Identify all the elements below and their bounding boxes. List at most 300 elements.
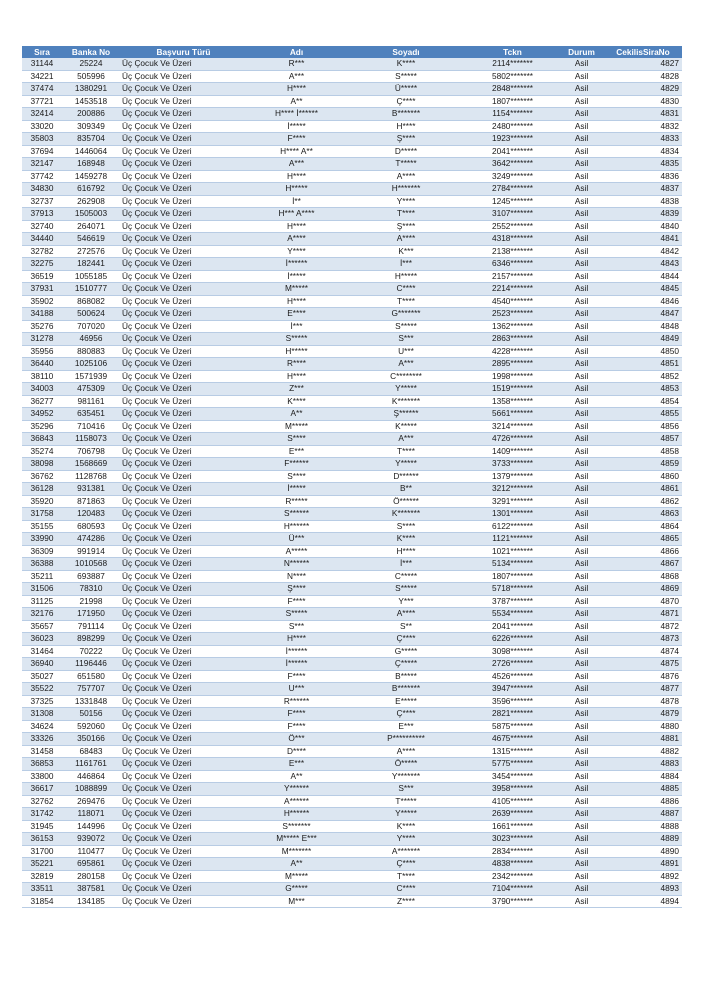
banka-no-cell: 791114	[62, 620, 120, 633]
basvuru-turu-cell: Üç Çocuk Ve Üzeri	[120, 133, 247, 146]
cekilis-sira-no-cell: 4832	[604, 120, 682, 133]
tckn-cell: 4105*******	[466, 795, 559, 808]
soyadi-cell: P**********	[346, 733, 466, 746]
sira-cell: 32762	[22, 795, 62, 808]
soyadi-cell: K****	[346, 58, 466, 70]
soyadi-cell: Ö*****	[346, 758, 466, 771]
soyadi-cell: S*****	[346, 320, 466, 333]
adi-cell: S*****	[247, 333, 346, 346]
cekilis-sira-no-cell: 4867	[604, 558, 682, 571]
table-row	[22, 745, 682, 758]
cekilis-sira-no-cell: 4857	[604, 433, 682, 446]
basvuru-turu-cell: Üç Çocuk Ve Üzeri	[120, 245, 247, 258]
soyadi-cell: İ***	[346, 258, 466, 271]
sira-cell: 38098	[22, 458, 62, 471]
header-sira: Sıra	[22, 46, 62, 58]
tckn-cell: 1021*******	[466, 545, 559, 558]
tckn-cell: 2784*******	[466, 183, 559, 196]
table-row	[22, 145, 682, 158]
adi-cell: F****	[247, 670, 346, 683]
sira-cell: 35803	[22, 133, 62, 146]
basvuru-turu-cell: Üç Çocuk Ve Üzeri	[120, 658, 247, 671]
durum-cell: Asil	[559, 645, 604, 658]
tckn-cell: 4228*******	[466, 345, 559, 358]
cekilis-sira-no-cell: 4856	[604, 420, 682, 433]
adi-cell: H******	[247, 808, 346, 821]
durum-cell: Asil	[559, 883, 604, 896]
durum-cell: Asil	[559, 545, 604, 558]
durum-cell: Asil	[559, 558, 604, 571]
table-row	[22, 520, 682, 533]
table-row	[22, 633, 682, 646]
durum-cell: Asil	[559, 83, 604, 96]
adi-cell: İ*****	[247, 270, 346, 283]
durum-cell: Asil	[559, 845, 604, 858]
tckn-cell: 6122*******	[466, 520, 559, 533]
table-row	[22, 808, 682, 821]
basvuru-turu-cell: Üç Çocuk Ve Üzeri	[120, 558, 247, 571]
adi-cell: H****	[247, 83, 346, 96]
sira-cell: 31854	[22, 895, 62, 908]
adi-cell: K****	[247, 395, 346, 408]
cekilis-sira-no-cell: 4884	[604, 770, 682, 783]
table-row	[22, 645, 682, 658]
soyadi-cell: A****	[346, 745, 466, 758]
adi-cell: A**	[247, 770, 346, 783]
durum-cell: Asil	[559, 570, 604, 583]
durum-cell: Asil	[559, 220, 604, 233]
durum-cell: Asil	[559, 283, 604, 296]
tckn-cell: 4540*******	[466, 295, 559, 308]
cekilis-sira-no-cell: 4876	[604, 670, 682, 683]
table-row	[22, 583, 682, 596]
sira-cell: 31278	[22, 333, 62, 346]
soyadi-cell: E*****	[346, 695, 466, 708]
tckn-cell: 2639*******	[466, 808, 559, 821]
banka-no-cell: 118071	[62, 808, 120, 821]
basvuru-turu-cell: Üç Çocuk Ve Üzeri	[120, 433, 247, 446]
header-durum: Durum	[559, 46, 604, 58]
sira-cell: 32782	[22, 245, 62, 258]
cekilis-sira-no-cell: 4868	[604, 570, 682, 583]
banka-no-cell: 1446064	[62, 145, 120, 158]
cekilis-sira-no-cell: 4890	[604, 845, 682, 858]
banka-no-cell: 387581	[62, 883, 120, 896]
basvuru-turu-cell: Üç Çocuk Ve Üzeri	[120, 545, 247, 558]
sira-cell: 37325	[22, 695, 62, 708]
sira-cell: 31506	[22, 583, 62, 596]
basvuru-turu-cell: Üç Çocuk Ve Üzeri	[120, 58, 247, 70]
cekilis-sira-no-cell: 4848	[604, 320, 682, 333]
banka-no-cell: 898299	[62, 633, 120, 646]
table-row	[22, 683, 682, 696]
table-row	[22, 83, 682, 96]
soyadi-cell: K****	[346, 533, 466, 546]
sira-cell: 31945	[22, 820, 62, 833]
durum-cell: Asil	[559, 670, 604, 683]
cekilis-sira-no-cell: 4894	[604, 895, 682, 908]
sira-cell: 35956	[22, 345, 62, 358]
adi-cell: Ş****	[247, 583, 346, 596]
tckn-cell: 2041*******	[466, 145, 559, 158]
basvuru-turu-cell: Üç Çocuk Ve Üzeri	[120, 220, 247, 233]
banka-no-cell: 134185	[62, 895, 120, 908]
adi-cell: U***	[247, 683, 346, 696]
cekilis-sira-no-cell: 4874	[604, 645, 682, 658]
table-row	[22, 170, 682, 183]
banka-no-cell: 616792	[62, 183, 120, 196]
table-row	[22, 70, 682, 83]
cekilis-sira-no-cell: 4893	[604, 883, 682, 896]
basvuru-turu-cell: Üç Çocuk Ve Üzeri	[120, 295, 247, 308]
table-row	[22, 220, 682, 233]
sira-cell: 31700	[22, 845, 62, 858]
sira-cell: 34624	[22, 720, 62, 733]
durum-cell: Asil	[559, 633, 604, 646]
banka-no-cell: 1331848	[62, 695, 120, 708]
durum-cell: Asil	[559, 858, 604, 871]
durum-cell: Asil	[559, 695, 604, 708]
banka-no-cell: 500624	[62, 308, 120, 321]
sira-cell: 34440	[22, 233, 62, 246]
sira-cell: 33800	[22, 770, 62, 783]
sira-cell: 36023	[22, 633, 62, 646]
basvuru-turu-cell: Üç Çocuk Ve Üzeri	[120, 420, 247, 433]
sira-cell: 36853	[22, 758, 62, 771]
soyadi-cell: Ç****	[346, 858, 466, 871]
table-row	[22, 883, 682, 896]
durum-cell: Asil	[559, 658, 604, 671]
basvuru-turu-cell: Üç Çocuk Ve Üzeri	[120, 445, 247, 458]
table-row	[22, 595, 682, 608]
adi-cell: İ**	[247, 195, 346, 208]
durum-cell: Asil	[559, 495, 604, 508]
cekilis-sira-no-cell: 4834	[604, 145, 682, 158]
soyadi-cell: K*****	[346, 420, 466, 433]
adi-cell: M***	[247, 895, 346, 908]
durum-cell: Asil	[559, 145, 604, 158]
tckn-cell: 3212*******	[466, 483, 559, 496]
durum-cell: Asil	[559, 720, 604, 733]
basvuru-turu-cell: Üç Çocuk Ve Üzeri	[120, 683, 247, 696]
soyadi-cell: S***	[346, 333, 466, 346]
banka-no-cell: 264071	[62, 220, 120, 233]
adi-cell: E***	[247, 445, 346, 458]
table-row	[22, 333, 682, 346]
tckn-cell: 3596*******	[466, 695, 559, 708]
banka-no-cell: 262908	[62, 195, 120, 208]
adi-cell: H****	[247, 633, 346, 646]
basvuru-turu-cell: Üç Çocuk Ve Üzeri	[120, 670, 247, 683]
header-tckn: Tckn	[466, 46, 559, 58]
cekilis-sira-no-cell: 4879	[604, 708, 682, 721]
soyadi-cell: T****	[346, 208, 466, 221]
adi-cell: İ******	[247, 658, 346, 671]
banka-no-cell: 505996	[62, 70, 120, 83]
adi-cell: M*******	[247, 845, 346, 858]
tckn-cell: 2863*******	[466, 333, 559, 346]
banka-no-cell: 757707	[62, 683, 120, 696]
basvuru-turu-cell: Üç Çocuk Ve Üzeri	[120, 858, 247, 871]
sira-cell: 31308	[22, 708, 62, 721]
basvuru-turu-cell: Üç Çocuk Ve Üzeri	[120, 183, 247, 196]
sira-cell: 31464	[22, 645, 62, 658]
banka-no-cell: 446864	[62, 770, 120, 783]
cekilis-sira-no-cell: 4883	[604, 758, 682, 771]
sira-cell: 36277	[22, 395, 62, 408]
banka-no-cell: 981161	[62, 395, 120, 408]
durum-cell: Asil	[559, 895, 604, 908]
banka-no-cell: 475309	[62, 383, 120, 396]
sira-cell: 36309	[22, 545, 62, 558]
sira-cell: 35274	[22, 445, 62, 458]
banka-no-cell: 269476	[62, 795, 120, 808]
banka-no-cell: 1010568	[62, 558, 120, 571]
table-row	[22, 108, 682, 121]
adi-cell: H****	[247, 370, 346, 383]
tckn-cell: 5718*******	[466, 583, 559, 596]
durum-cell: Asil	[559, 583, 604, 596]
adi-cell: R****	[247, 358, 346, 371]
durum-cell: Asil	[559, 170, 604, 183]
basvuru-turu-cell: Üç Çocuk Ve Üzeri	[120, 333, 247, 346]
adi-cell: İ******	[247, 645, 346, 658]
tckn-cell: 5534*******	[466, 608, 559, 621]
basvuru-turu-cell: Üç Çocuk Ve Üzeri	[120, 83, 247, 96]
durum-cell: Asil	[559, 708, 604, 721]
basvuru-turu-cell: Üç Çocuk Ve Üzeri	[120, 570, 247, 583]
tckn-cell: 1362*******	[466, 320, 559, 333]
sira-cell: 33020	[22, 120, 62, 133]
tckn-cell: 2114*******	[466, 58, 559, 70]
cekilis-sira-no-cell: 4864	[604, 520, 682, 533]
adi-cell: İ******	[247, 258, 346, 271]
banka-no-cell: 474286	[62, 533, 120, 546]
tckn-cell: 1245*******	[466, 195, 559, 208]
basvuru-turu-cell: Üç Çocuk Ve Üzeri	[120, 283, 247, 296]
sira-cell: 31125	[22, 595, 62, 608]
banka-no-cell: 70222	[62, 645, 120, 658]
soyadi-cell: B*******	[346, 683, 466, 696]
soyadi-cell: A***	[346, 433, 466, 446]
basvuru-turu-cell: Üç Çocuk Ve Üzeri	[120, 170, 247, 183]
soyadi-cell: C*****	[346, 570, 466, 583]
sira-cell: 35155	[22, 520, 62, 533]
sira-cell: 36153	[22, 833, 62, 846]
durum-cell: Asil	[559, 483, 604, 496]
header-cekilis-sira-no: CekilisSiraNo	[604, 46, 682, 58]
table-row	[22, 270, 682, 283]
cekilis-sira-no-cell: 4885	[604, 783, 682, 796]
soyadi-cell: İ***	[346, 558, 466, 571]
adi-cell: D****	[247, 745, 346, 758]
tckn-cell: 2157*******	[466, 270, 559, 283]
durum-cell: Asil	[559, 208, 604, 221]
soyadi-cell: Y*****	[346, 458, 466, 471]
adi-cell: A**	[247, 858, 346, 871]
sira-cell: 32740	[22, 220, 62, 233]
basvuru-turu-cell: Üç Çocuk Ve Üzeri	[120, 320, 247, 333]
basvuru-turu-cell: Üç Çocuk Ve Üzeri	[120, 795, 247, 808]
tckn-cell: 2523*******	[466, 308, 559, 321]
tckn-cell: 2214*******	[466, 283, 559, 296]
adi-cell: Ö***	[247, 733, 346, 746]
cekilis-sira-no-cell: 4827	[604, 58, 682, 70]
adi-cell: S*******	[247, 820, 346, 833]
sira-cell: 33511	[22, 883, 62, 896]
banka-no-cell: 200886	[62, 108, 120, 121]
tckn-cell: 7104*******	[466, 883, 559, 896]
cekilis-sira-no-cell: 4835	[604, 158, 682, 171]
tckn-cell: 2552*******	[466, 220, 559, 233]
soyadi-cell: Ö******	[346, 495, 466, 508]
sira-cell: 36388	[22, 558, 62, 571]
sira-cell: 32147	[22, 158, 62, 171]
table-row	[22, 208, 682, 221]
durum-cell: Asil	[559, 358, 604, 371]
durum-cell: Asil	[559, 470, 604, 483]
soyadi-cell: C********	[346, 370, 466, 383]
sira-cell: 35221	[22, 858, 62, 871]
tckn-cell: 3790*******	[466, 895, 559, 908]
durum-cell: Asil	[559, 345, 604, 358]
soyadi-cell: C****	[346, 283, 466, 296]
tckn-cell: 3214*******	[466, 420, 559, 433]
sira-cell: 34188	[22, 308, 62, 321]
basvuru-turu-cell: Üç Çocuk Ve Üzeri	[120, 870, 247, 883]
table-row	[22, 308, 682, 321]
adi-cell: A**	[247, 95, 346, 108]
adi-cell: S******	[247, 508, 346, 521]
adi-cell: A***	[247, 158, 346, 171]
soyadi-cell: S*****	[346, 583, 466, 596]
adi-cell: H**** A**	[247, 145, 346, 158]
adi-cell: Z***	[247, 383, 346, 396]
durum-cell: Asil	[559, 183, 604, 196]
cekilis-sira-no-cell: 4878	[604, 695, 682, 708]
durum-cell: Asil	[559, 295, 604, 308]
table-row	[22, 770, 682, 783]
cekilis-sira-no-cell: 4892	[604, 870, 682, 883]
soyadi-cell: Y*****	[346, 383, 466, 396]
table-row	[22, 795, 682, 808]
sira-cell: 34221	[22, 70, 62, 83]
cekilis-sira-no-cell: 4855	[604, 408, 682, 421]
tckn-cell: 1998*******	[466, 370, 559, 383]
durum-cell: Asil	[559, 745, 604, 758]
durum-cell: Asil	[559, 820, 604, 833]
cekilis-sira-no-cell: 4840	[604, 220, 682, 233]
cekilis-sira-no-cell: 4850	[604, 345, 682, 358]
basvuru-turu-cell: Üç Çocuk Ve Üzeri	[120, 720, 247, 733]
tckn-cell: 5802*******	[466, 70, 559, 83]
tckn-cell: 5134*******	[466, 558, 559, 571]
banka-no-cell: 1453518	[62, 95, 120, 108]
durum-cell: Asil	[559, 158, 604, 171]
sira-cell: 37694	[22, 145, 62, 158]
table-row	[22, 695, 682, 708]
basvuru-turu-cell: Üç Çocuk Ve Üzeri	[120, 158, 247, 171]
results-table	[22, 46, 682, 908]
durum-cell: Asil	[559, 58, 604, 70]
basvuru-turu-cell: Üç Çocuk Ve Üzeri	[120, 383, 247, 396]
banka-no-cell: 1510777	[62, 283, 120, 296]
soyadi-cell: K***	[346, 245, 466, 258]
adi-cell: H**** İ******	[247, 108, 346, 121]
sira-cell: 36519	[22, 270, 62, 283]
soyadi-cell: C****	[346, 883, 466, 896]
tckn-cell: 5775*******	[466, 758, 559, 771]
tckn-cell: 1315*******	[466, 745, 559, 758]
soyadi-cell: Ş****	[346, 133, 466, 146]
soyadi-cell: Y*****	[346, 808, 466, 821]
cekilis-sira-no-cell: 4882	[604, 745, 682, 758]
cekilis-sira-no-cell: 4853	[604, 383, 682, 396]
soyadi-cell: B**	[346, 483, 466, 496]
durum-cell: Asil	[559, 195, 604, 208]
tckn-cell: 3249*******	[466, 170, 559, 183]
cekilis-sira-no-cell: 4841	[604, 233, 682, 246]
banka-no-cell: 680593	[62, 520, 120, 533]
soyadi-cell: A*******	[346, 845, 466, 858]
durum-cell: Asil	[559, 95, 604, 108]
cekilis-sira-no-cell: 4891	[604, 858, 682, 871]
table-row	[22, 758, 682, 771]
table-row	[22, 395, 682, 408]
banka-no-cell: 50156	[62, 708, 120, 721]
tckn-cell: 1519*******	[466, 383, 559, 396]
tckn-cell: 2834*******	[466, 845, 559, 858]
adi-cell: Y******	[247, 783, 346, 796]
cekilis-sira-no-cell: 4854	[604, 395, 682, 408]
table-row	[22, 370, 682, 383]
basvuru-turu-cell: Üç Çocuk Ve Üzeri	[120, 583, 247, 596]
cekilis-sira-no-cell: 4833	[604, 133, 682, 146]
soyadi-cell: U***	[346, 345, 466, 358]
adi-cell: S*****	[247, 608, 346, 621]
durum-cell: Asil	[559, 420, 604, 433]
soyadi-cell: D*****	[346, 145, 466, 158]
durum-cell: Asil	[559, 120, 604, 133]
durum-cell: Asil	[559, 445, 604, 458]
sira-cell: 31742	[22, 808, 62, 821]
banka-no-cell: 120483	[62, 508, 120, 521]
sira-cell: 36617	[22, 783, 62, 796]
table-row	[22, 508, 682, 521]
basvuru-turu-cell: Üç Çocuk Ve Üzeri	[120, 358, 247, 371]
adi-cell: M*****	[247, 870, 346, 883]
cekilis-sira-no-cell: 4828	[604, 70, 682, 83]
soyadi-cell: D******	[346, 470, 466, 483]
banka-no-cell: 280158	[62, 870, 120, 883]
soyadi-cell: H****	[346, 545, 466, 558]
soyadi-cell: T****	[346, 870, 466, 883]
cekilis-sira-no-cell: 4830	[604, 95, 682, 108]
table-row	[22, 195, 682, 208]
banka-no-cell: 835704	[62, 133, 120, 146]
basvuru-turu-cell: Üç Çocuk Ve Üzeri	[120, 770, 247, 783]
tckn-cell: 4726*******	[466, 433, 559, 446]
table-row	[22, 845, 682, 858]
banka-no-cell: 144996	[62, 820, 120, 833]
cekilis-sira-no-cell: 4836	[604, 170, 682, 183]
soyadi-cell: Ü*****	[346, 83, 466, 96]
basvuru-turu-cell: Üç Çocuk Ve Üzeri	[120, 808, 247, 821]
table-row	[22, 658, 682, 671]
adi-cell: H*****	[247, 345, 346, 358]
sira-cell: 37742	[22, 170, 62, 183]
soyadi-cell: E***	[346, 720, 466, 733]
